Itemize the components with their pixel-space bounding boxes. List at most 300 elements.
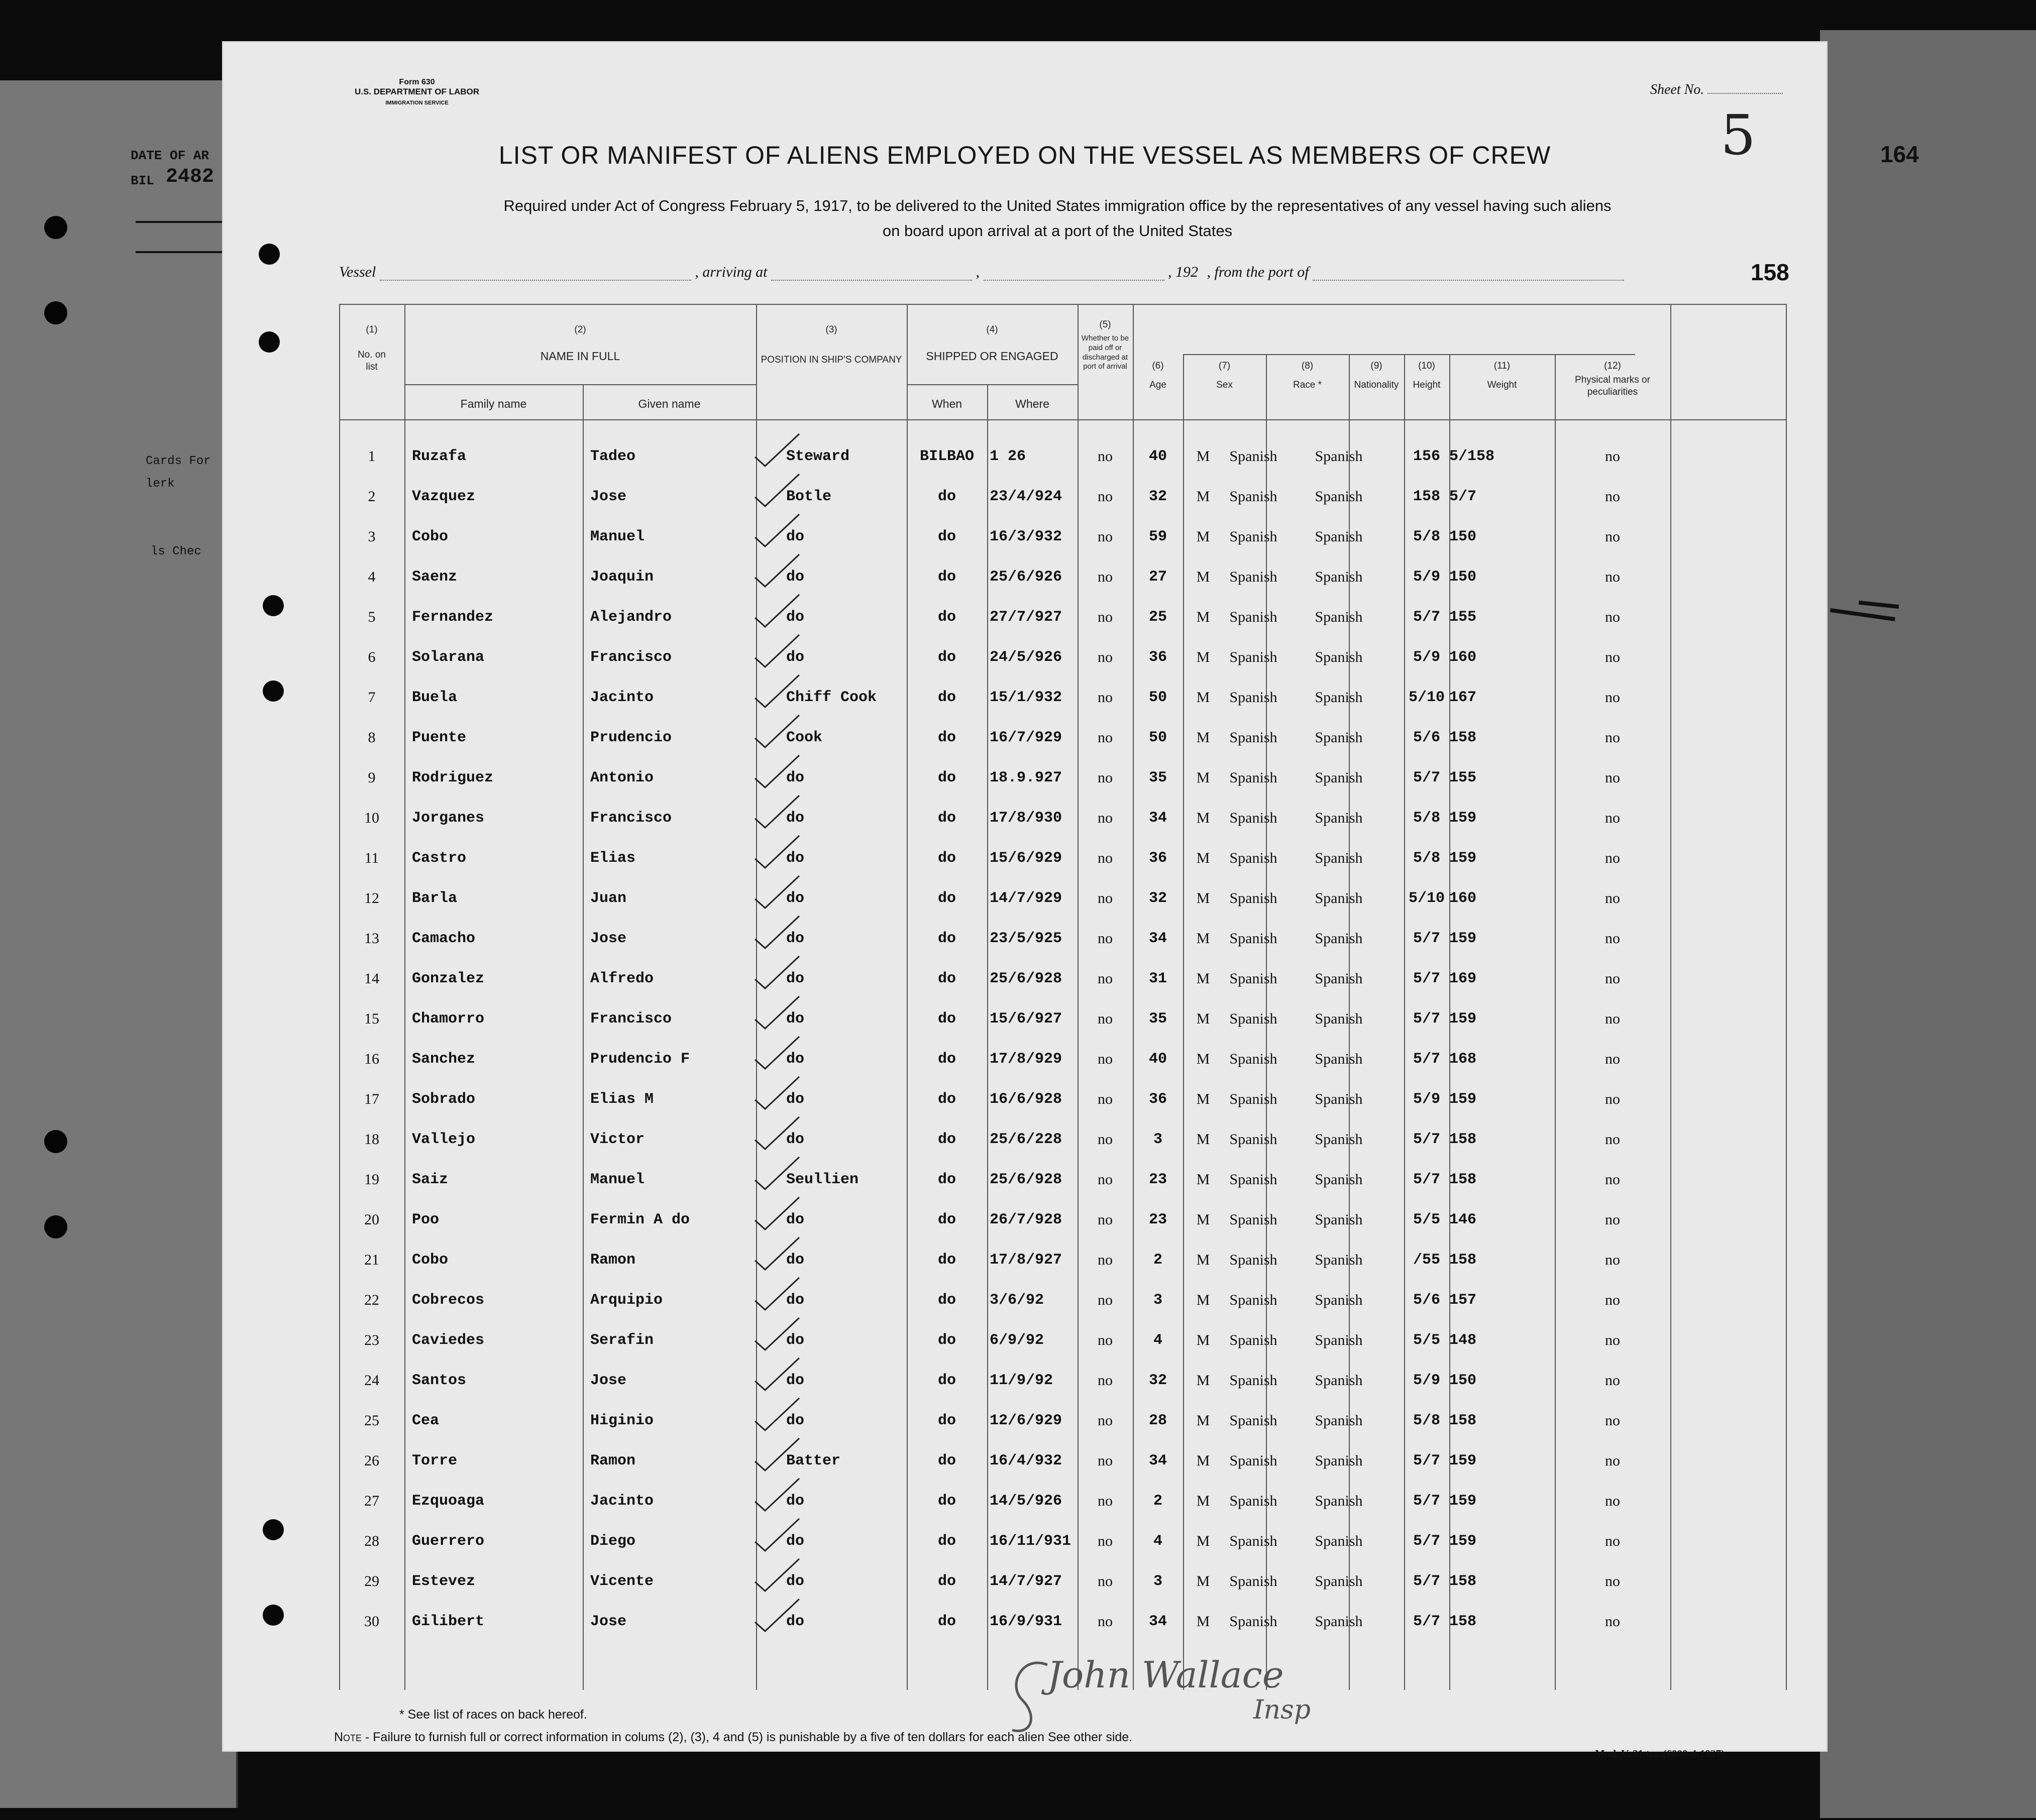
cell-shipped-when: do bbox=[937, 1131, 956, 1148]
cell-family-name: Vallejo bbox=[412, 1131, 476, 1148]
cell-row-number: 4 bbox=[368, 568, 376, 585]
cell-row-number: 12 bbox=[364, 890, 379, 906]
cell-paid-off: no bbox=[1098, 1010, 1113, 1027]
cell-shipped-where: 23/4/924 bbox=[990, 488, 1062, 505]
sheet-number-label: Sheet No. bbox=[1650, 82, 1704, 97]
cell-row-number: 10 bbox=[364, 810, 379, 826]
cell-family-name: Puente bbox=[412, 729, 467, 746]
cell-given-name: Antonio bbox=[590, 769, 654, 786]
cell-given-name: Francisco bbox=[590, 810, 672, 827]
cell-physical-marks: no bbox=[1605, 1131, 1620, 1148]
cell-race: Spanish bbox=[1229, 1051, 1277, 1067]
cell-sex: M bbox=[1196, 1171, 1210, 1188]
cell-shipped-when: BILBAO bbox=[919, 448, 975, 465]
cell-nationality: Spanish bbox=[1315, 769, 1363, 786]
cell-shipped-when: do bbox=[937, 1292, 956, 1309]
cell-nationality: Spanish bbox=[1315, 1493, 1363, 1509]
punch-hole bbox=[259, 331, 280, 353]
cell-sex: M bbox=[1196, 1533, 1210, 1549]
vessel-line bbox=[339, 264, 1786, 281]
cell-paid-off: no bbox=[1098, 810, 1113, 826]
cell-weight: 159 bbox=[1449, 1533, 1477, 1550]
cell-shipped-when: do bbox=[937, 568, 956, 586]
sheet-number-field bbox=[1650, 82, 1783, 98]
cell-height: 5/7 bbox=[1413, 1533, 1440, 1550]
cell-shipped-when: do bbox=[937, 1010, 956, 1028]
cell-row-number: 13 bbox=[364, 930, 379, 947]
year-label: , 192 bbox=[1168, 264, 1198, 280]
cell-shipped-when: do bbox=[937, 1252, 956, 1269]
cell-sex: M bbox=[1196, 689, 1210, 706]
cell-shipped-where: 15/1/932 bbox=[990, 689, 1062, 706]
cell-sex: M bbox=[1196, 729, 1210, 746]
cell-row-number: 28 bbox=[364, 1533, 379, 1549]
cell-physical-marks: no bbox=[1605, 729, 1620, 746]
cell-position: do bbox=[786, 1573, 805, 1590]
cell-nationality: Spanish bbox=[1315, 649, 1363, 665]
cell-race: Spanish bbox=[1229, 649, 1277, 665]
cell-height: 5/5 bbox=[1413, 1332, 1440, 1349]
col9-label: Nationality bbox=[1354, 380, 1399, 390]
vessel-label: Vessel bbox=[339, 264, 376, 280]
table-row bbox=[339, 603, 1786, 643]
cell-physical-marks: no bbox=[1605, 1292, 1620, 1308]
port-blank bbox=[1313, 280, 1624, 281]
checkmark-icon bbox=[751, 1316, 801, 1351]
table-row bbox=[339, 964, 1786, 1004]
table-row bbox=[339, 1366, 1786, 1406]
cell-age: 23 bbox=[1148, 1171, 1167, 1188]
cell-given-name: Fermin A do bbox=[590, 1211, 690, 1228]
cell-shipped-when: do bbox=[937, 1211, 956, 1228]
cell-paid-off: no bbox=[1098, 1091, 1113, 1107]
cell-paid-off: no bbox=[1098, 1332, 1113, 1348]
cell-paid-off: no bbox=[1098, 1412, 1113, 1429]
cell-race: Spanish bbox=[1229, 609, 1277, 625]
cell-physical-marks: no bbox=[1605, 1452, 1620, 1469]
cell-sex: M bbox=[1196, 1412, 1210, 1429]
document-title: LIST OR MANIFEST OF ALIENS EMPLOYED ON THE VESSEL AS MEMBERS OF CREW bbox=[498, 141, 1551, 169]
cell-age: 36 bbox=[1148, 649, 1167, 666]
cell-weight: 158 bbox=[1449, 1252, 1477, 1269]
col10-label: Height bbox=[1413, 380, 1441, 390]
cell-sex: M bbox=[1196, 609, 1210, 625]
cell-race: Spanish bbox=[1229, 568, 1277, 585]
cell-weight: 155 bbox=[1449, 769, 1477, 786]
cell-shipped-where: 16/7/929 bbox=[990, 729, 1062, 746]
cell-given-name: Ramon bbox=[590, 1452, 636, 1469]
cell-height: 5/10 bbox=[1408, 689, 1445, 706]
cell-height: 5/7 bbox=[1413, 930, 1440, 947]
punch-hole bbox=[263, 1519, 284, 1540]
cell-race: Spanish bbox=[1229, 1493, 1277, 1509]
cell-shipped-when: do bbox=[937, 1533, 956, 1550]
col4-label: SHIPPED OR ENGAGED bbox=[926, 350, 1058, 363]
col12-number: (12) bbox=[1604, 361, 1621, 371]
cell-given-name: Alfredo bbox=[590, 970, 654, 987]
cell-weight: 159 bbox=[1449, 1452, 1477, 1469]
cell-sex: M bbox=[1196, 1452, 1210, 1469]
cell-position: do bbox=[786, 1091, 805, 1108]
cell-given-name: Prudencio F bbox=[590, 1051, 690, 1068]
cell-nationality: Spanish bbox=[1315, 448, 1363, 465]
cell-weight: 146 bbox=[1449, 1211, 1477, 1228]
checkmark-icon bbox=[751, 673, 801, 708]
cell-sex: M bbox=[1196, 850, 1210, 866]
checkmark-icon bbox=[751, 1557, 801, 1592]
cell-position: do bbox=[786, 1493, 805, 1510]
cell-race: Spanish bbox=[1229, 448, 1277, 465]
cell-height: 5/6 bbox=[1413, 1292, 1440, 1309]
cell-shipped-where: 17/8/930 bbox=[990, 810, 1062, 827]
footnote: * See list of races on back hereof. bbox=[399, 1708, 587, 1722]
cell-sex: M bbox=[1196, 1292, 1210, 1308]
cell-row-number: 25 bbox=[364, 1412, 379, 1429]
cell-race: Spanish bbox=[1229, 1131, 1277, 1148]
col12-label: Physical marks or peculiarities bbox=[1575, 375, 1650, 397]
cell-height: 156 bbox=[1413, 448, 1440, 465]
col1-label: No. on list bbox=[358, 350, 386, 372]
cell-nationality: Spanish bbox=[1315, 890, 1363, 906]
checkmark-icon bbox=[751, 1276, 801, 1311]
back-card-2: lerk bbox=[146, 477, 175, 491]
cell-given-name: Elias M bbox=[590, 1091, 654, 1108]
cell-family-name: Vazquez bbox=[412, 488, 476, 505]
cell-nationality: Spanish bbox=[1315, 1452, 1363, 1469]
cell-row-number: 24 bbox=[364, 1372, 379, 1389]
cell-sex: M bbox=[1196, 890, 1210, 906]
cell-paid-off: no bbox=[1098, 488, 1113, 505]
cell-shipped-where: 24/5/926 bbox=[990, 649, 1062, 666]
cell-position: do bbox=[786, 649, 805, 666]
cell-weight: 167 bbox=[1449, 689, 1477, 706]
cell-nationality: Spanish bbox=[1315, 1051, 1363, 1067]
document-subtitle bbox=[414, 193, 1700, 244]
cell-shipped-where: 14/7/927 bbox=[990, 1573, 1062, 1590]
cell-sex: M bbox=[1196, 1211, 1210, 1228]
cell-race: Spanish bbox=[1229, 528, 1277, 545]
checkmark-icon bbox=[751, 713, 801, 748]
cell-height: 5/7 bbox=[1413, 1613, 1440, 1630]
col4-where-label: Where bbox=[1015, 397, 1049, 410]
cell-age: 4 bbox=[1153, 1533, 1162, 1550]
table-row bbox=[339, 442, 1786, 482]
table-subheader-rule bbox=[1183, 354, 1635, 355]
cell-sex: M bbox=[1196, 1051, 1210, 1067]
cell-position: Seullien bbox=[786, 1171, 859, 1188]
cell-race: Spanish bbox=[1229, 930, 1277, 947]
cell-weight: 158 bbox=[1449, 1573, 1477, 1590]
checkmark-icon bbox=[751, 1155, 801, 1190]
cell-shipped-when: do bbox=[937, 609, 956, 626]
checkmark-icon bbox=[751, 633, 801, 668]
pen-mark bbox=[1830, 608, 1895, 621]
cell-age: 35 bbox=[1148, 1010, 1167, 1028]
cell-sex: M bbox=[1196, 488, 1210, 505]
cell-weight: 168 bbox=[1449, 1051, 1477, 1068]
table-row bbox=[339, 1567, 1786, 1607]
col3-number: (3) bbox=[825, 324, 837, 335]
cell-race: Spanish bbox=[1229, 729, 1277, 746]
cell-race: Spanish bbox=[1229, 1332, 1277, 1348]
cell-nationality: Spanish bbox=[1315, 1573, 1363, 1589]
table-row bbox=[339, 1406, 1786, 1446]
cell-position: do bbox=[786, 1131, 805, 1148]
cell-race: Spanish bbox=[1229, 810, 1277, 826]
cell-sex: M bbox=[1196, 1573, 1210, 1589]
cell-position: do bbox=[786, 1332, 805, 1349]
cell-weight: 160 bbox=[1449, 649, 1477, 666]
cell-nationality: Spanish bbox=[1315, 1372, 1363, 1389]
col-rule bbox=[1786, 304, 1787, 1690]
cell-given-name: Serafin bbox=[590, 1332, 654, 1349]
cell-given-name: Victor bbox=[590, 1131, 645, 1148]
checkmark-icon bbox=[751, 512, 801, 547]
cell-physical-marks: no bbox=[1605, 1613, 1620, 1630]
cell-weight: 160 bbox=[1449, 890, 1477, 907]
cell-nationality: Spanish bbox=[1315, 850, 1363, 866]
cell-weight: 150 bbox=[1449, 528, 1477, 545]
cell-sex: M bbox=[1196, 568, 1210, 585]
cell-row-number: 1 bbox=[368, 448, 376, 465]
col4-number: (4) bbox=[986, 324, 998, 335]
cell-position: Botle bbox=[786, 488, 832, 505]
cell-height: 5/7 bbox=[1413, 769, 1440, 786]
cell-age: 27 bbox=[1148, 568, 1167, 586]
cell-physical-marks: no bbox=[1605, 1493, 1620, 1509]
checkmark-icon bbox=[751, 1075, 801, 1110]
cell-age: 25 bbox=[1148, 609, 1167, 626]
cell-height: /55 bbox=[1413, 1252, 1440, 1269]
cell-shipped-where: 17/8/927 bbox=[990, 1252, 1062, 1269]
cell-sex: M bbox=[1196, 1091, 1210, 1107]
cell-paid-off: no bbox=[1098, 1051, 1113, 1067]
cell-age: 35 bbox=[1148, 769, 1167, 786]
checkmark-icon bbox=[751, 1115, 801, 1150]
cell-height: 5/9 bbox=[1413, 1091, 1440, 1108]
cell-given-name: Francisco bbox=[590, 1010, 672, 1028]
cell-age: 59 bbox=[1148, 528, 1167, 545]
cell-family-name: Ruzafa bbox=[412, 448, 467, 465]
table-subheader-rule bbox=[907, 384, 1078, 385]
punch-hole bbox=[263, 1605, 284, 1626]
cell-age: 31 bbox=[1148, 970, 1167, 987]
cell-given-name: Alejandro bbox=[590, 609, 672, 626]
cell-row-number: 20 bbox=[364, 1211, 379, 1228]
cell-height: 158 bbox=[1413, 488, 1440, 505]
table-row bbox=[339, 1245, 1786, 1286]
cell-shipped-when: do bbox=[937, 1372, 956, 1389]
cell-physical-marks: no bbox=[1605, 769, 1620, 786]
cell-shipped-when: do bbox=[937, 1171, 956, 1188]
punch-hole bbox=[259, 244, 280, 265]
cell-row-number: 6 bbox=[368, 649, 376, 665]
cell-shipped-where: 25/6/926 bbox=[990, 568, 1062, 586]
cell-shipped-where: 17/8/929 bbox=[990, 1051, 1062, 1068]
cell-row-number: 23 bbox=[364, 1332, 379, 1348]
table-subheader-rule bbox=[404, 384, 756, 385]
cell-position: Cook bbox=[786, 729, 823, 746]
from-label: , from the port of bbox=[1207, 264, 1309, 280]
cell-race: Spanish bbox=[1229, 1211, 1277, 1228]
cell-physical-marks: no bbox=[1605, 1372, 1620, 1389]
cell-given-name: Jose bbox=[590, 930, 627, 947]
cell-nationality: Spanish bbox=[1315, 1332, 1363, 1348]
cell-family-name: Sanchez bbox=[412, 1051, 476, 1068]
checkmark-icon bbox=[751, 874, 801, 909]
cell-given-name: Jose bbox=[590, 1613, 627, 1630]
cell-height: 5/8 bbox=[1413, 850, 1440, 867]
cell-shipped-where: 18.9.927 bbox=[990, 769, 1062, 786]
sheet-number-handwritten: 5 bbox=[1721, 103, 1756, 167]
cell-weight: 5/7 bbox=[1449, 488, 1477, 505]
cell-sex: M bbox=[1196, 1372, 1210, 1389]
cell-nationality: Spanish bbox=[1315, 729, 1363, 746]
cell-family-name: Cea bbox=[412, 1412, 440, 1429]
cell-height: 5/7 bbox=[1413, 1010, 1440, 1028]
note-text: - Failure to furnish full or correct information in colums (2), (3), 4 and (5) is punishable by a five of ten dollars for each alien See other side. bbox=[362, 1730, 1133, 1744]
cell-row-number: 29 bbox=[364, 1573, 379, 1589]
date-blank bbox=[984, 280, 1164, 281]
cell-sex: M bbox=[1196, 649, 1210, 665]
cell-family-name: Sobrado bbox=[412, 1091, 476, 1108]
back-label-date: DATE OF AR bbox=[131, 148, 209, 163]
cell-paid-off: no bbox=[1098, 1533, 1113, 1549]
cell-family-name: Solarana bbox=[412, 649, 485, 666]
cell-given-name: Jose bbox=[590, 488, 627, 505]
cell-shipped-where: 1 26 bbox=[990, 448, 1026, 465]
cell-family-name: Poo bbox=[412, 1211, 440, 1228]
cell-physical-marks: no bbox=[1605, 528, 1620, 545]
cell-shipped-when: do bbox=[937, 970, 956, 987]
cell-position: do bbox=[786, 1533, 805, 1550]
cell-sex: M bbox=[1196, 448, 1210, 465]
checkmark-icon bbox=[751, 793, 801, 829]
cell-family-name: Cobo bbox=[412, 528, 449, 545]
cell-given-name: Prudencio bbox=[590, 729, 672, 746]
cell-paid-off: no bbox=[1098, 609, 1113, 625]
col3-label: POSITION IN SHIP'S COMPANY bbox=[761, 355, 902, 365]
cell-shipped-when: do bbox=[937, 1412, 956, 1429]
cell-sex: M bbox=[1196, 810, 1210, 826]
checkmark-icon bbox=[751, 954, 801, 989]
cell-nationality: Spanish bbox=[1315, 1412, 1363, 1429]
cell-row-number: 9 bbox=[368, 769, 376, 786]
punch-hole bbox=[44, 216, 67, 239]
cell-paid-off: no bbox=[1098, 1131, 1113, 1148]
table-row bbox=[339, 763, 1786, 804]
col2-family-label: Family name bbox=[460, 397, 527, 410]
manifest-sheet bbox=[224, 43, 1826, 1760]
cell-sex: M bbox=[1196, 528, 1210, 545]
cell-race: Spanish bbox=[1229, 1292, 1277, 1308]
comma: , bbox=[976, 264, 980, 280]
page-stamp: 158 bbox=[1751, 259, 1789, 285]
cell-shipped-where: 27/7/927 bbox=[990, 609, 1062, 626]
col4-when-label: When bbox=[931, 397, 962, 410]
cell-row-number: 8 bbox=[368, 729, 376, 746]
cell-position: do bbox=[786, 1010, 805, 1028]
cell-weight: 5/158 bbox=[1449, 448, 1495, 465]
cell-sex: M bbox=[1196, 1252, 1210, 1268]
cell-height: 5/6 bbox=[1413, 729, 1440, 746]
cell-physical-marks: no bbox=[1605, 1332, 1620, 1348]
cell-shipped-where: 16/4/932 bbox=[990, 1452, 1062, 1469]
cell-age: 40 bbox=[1148, 1051, 1167, 1068]
cell-age: 3 bbox=[1153, 1292, 1162, 1309]
cell-height: 5/7 bbox=[1413, 1452, 1440, 1469]
cell-physical-marks: no bbox=[1605, 1573, 1620, 1589]
cell-shipped-where: 12/6/929 bbox=[990, 1412, 1062, 1429]
table-row bbox=[339, 482, 1786, 522]
cell-race: Spanish bbox=[1229, 1573, 1277, 1589]
cell-race: Spanish bbox=[1229, 1171, 1277, 1188]
table-row bbox=[339, 1085, 1786, 1125]
cell-row-number: 22 bbox=[364, 1292, 379, 1308]
cell-physical-marks: no bbox=[1605, 609, 1620, 625]
cell-nationality: Spanish bbox=[1315, 810, 1363, 826]
table-row bbox=[339, 1165, 1786, 1205]
cell-weight: 159 bbox=[1449, 930, 1477, 947]
cell-paid-off: no bbox=[1098, 769, 1113, 786]
cell-row-number: 2 bbox=[368, 488, 376, 505]
cell-race: Spanish bbox=[1229, 1613, 1277, 1630]
cell-position: do bbox=[786, 970, 805, 987]
cell-row-number: 5 bbox=[368, 609, 376, 625]
table-row bbox=[339, 562, 1786, 603]
cell-shipped-where: 16/9/931 bbox=[990, 1613, 1062, 1630]
form-identifier bbox=[334, 78, 500, 106]
cell-family-name: Cobo bbox=[412, 1252, 449, 1269]
cell-race: Spanish bbox=[1229, 850, 1277, 866]
cell-physical-marks: no bbox=[1605, 930, 1620, 947]
cell-height: 5/8 bbox=[1413, 528, 1440, 545]
cell-age: 50 bbox=[1148, 689, 1167, 706]
cell-shipped-when: do bbox=[937, 769, 956, 786]
sheet-number-line bbox=[1707, 93, 1783, 94]
checkmark-icon bbox=[751, 1195, 801, 1230]
cell-shipped-when: do bbox=[937, 930, 956, 947]
cell-nationality: Spanish bbox=[1315, 1171, 1363, 1188]
cell-family-name: Gilibert bbox=[412, 1613, 485, 1630]
cell-row-number: 17 bbox=[364, 1091, 379, 1107]
col8-number: (8) bbox=[1301, 361, 1314, 371]
cell-nationality: Spanish bbox=[1315, 1533, 1363, 1549]
cell-position: do bbox=[786, 1252, 805, 1269]
cell-shipped-where: 16/3/932 bbox=[990, 528, 1062, 545]
cell-given-name: Manuel bbox=[590, 1171, 645, 1188]
cell-height: 5/10 bbox=[1408, 890, 1445, 907]
cell-row-number: 16 bbox=[364, 1051, 379, 1067]
cell-race: Spanish bbox=[1229, 689, 1277, 706]
cell-sex: M bbox=[1196, 930, 1210, 947]
cell-height: 5/9 bbox=[1413, 1372, 1440, 1389]
cell-weight: 150 bbox=[1449, 568, 1477, 586]
cell-row-number: 11 bbox=[364, 850, 379, 866]
cell-shipped-when: do bbox=[937, 810, 956, 827]
cell-height: 5/9 bbox=[1413, 568, 1440, 586]
form-number: Form 630 bbox=[399, 78, 435, 86]
cell-position: do bbox=[786, 930, 805, 947]
col5-number: (5) bbox=[1099, 319, 1111, 330]
table-row bbox=[339, 844, 1786, 884]
cell-sex: M bbox=[1196, 769, 1210, 786]
cell-physical-marks: no bbox=[1605, 890, 1620, 906]
back-label-number: 2482 bbox=[166, 166, 215, 188]
subtitle-line-2: on board upon arrival at a port of the United States bbox=[882, 222, 1233, 240]
checkmark-icon bbox=[751, 1436, 801, 1471]
cell-row-number: 30 bbox=[364, 1613, 379, 1630]
